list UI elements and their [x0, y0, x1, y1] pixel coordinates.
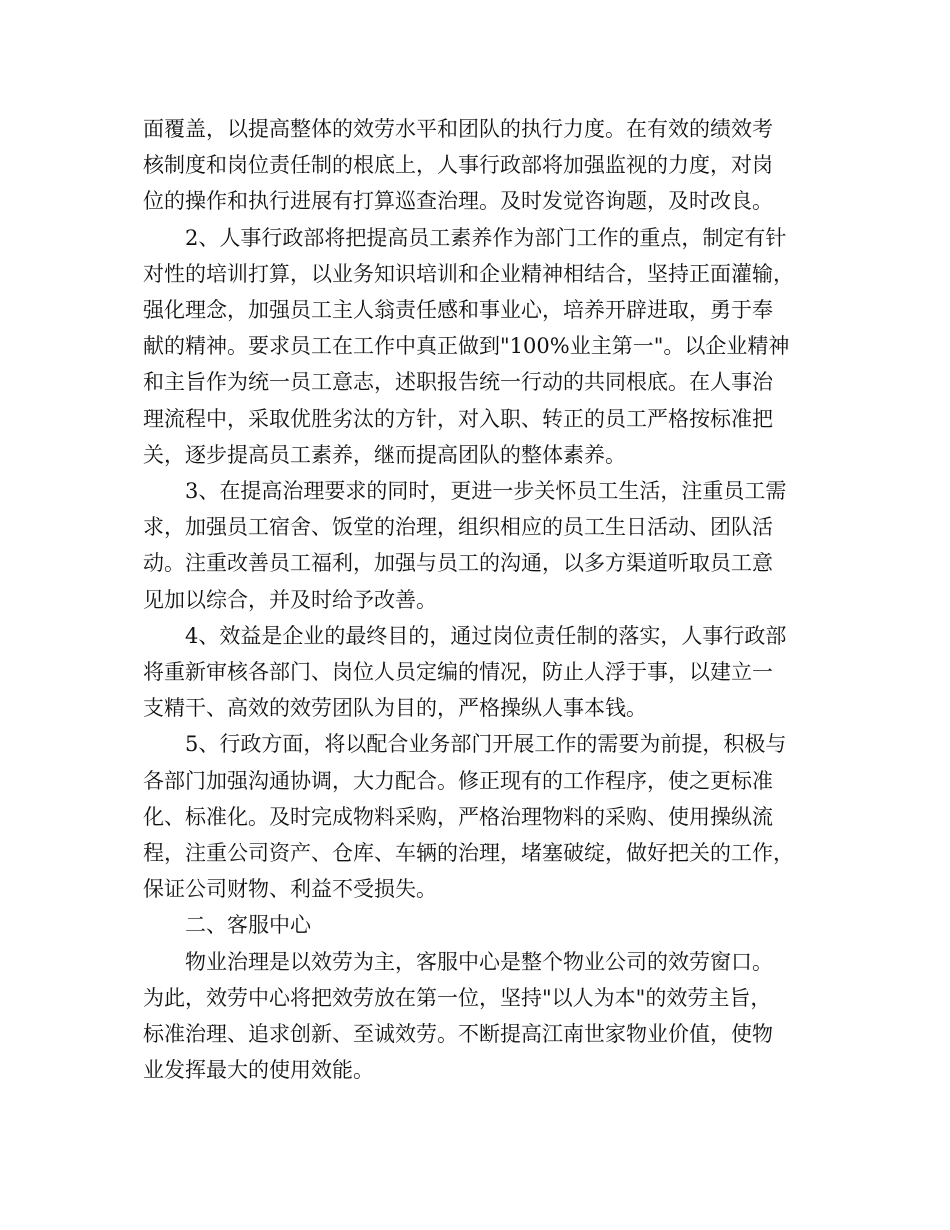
text-line: 理流程中，采取优胜劣汰的方针，对入职、转正的员工严格按标准把: [143, 406, 773, 431]
text-line: 支精干、高效的效劳团队为目的，严格操纵人事本钱。: [143, 696, 647, 721]
text-line: 业发挥最大的使用效能。: [143, 1058, 374, 1083]
text-line: 动。注重改善员工福利，加强与员工的沟通，以多方渠道听取员工意: [143, 551, 773, 576]
text-line: 将重新审核各部门、岗位人员定编的情况，防止人浮于事，以建立一: [143, 660, 773, 685]
text-line: 2、人事行政部将把提高员工素养作为部门工作的重点，制定有针: [185, 225, 787, 250]
text-line: 核制度和岗位责任制的根底上，人事行政部将加强监视的力度，对岗: [143, 153, 773, 178]
document-body: [143, 111, 818, 1088]
text-line: 面覆盖，以提高整体的效劳水平和团队的执行力度。在有效的绩效考: [143, 117, 773, 141]
text-line: 化、标准化。及时完成物料采购，严格治理物料的采购、使用操纵流: [143, 804, 773, 829]
text-line: 强化理念，加强员工主人翁责任感和事业心，培养开辟进取，勇于奉: [143, 298, 773, 323]
text-line: 保证公司财物、利益不受损失。: [143, 877, 437, 902]
text-line: 献的精神。要求员工在工作中真正做到"100%业主第一"。以企业精神: [143, 334, 790, 359]
text-line: 标准治理、追求创新、至诚效劳。不断提高江南世家物业价值，使物: [143, 1022, 773, 1047]
text-line: 为此，效劳中心将把效劳放在第一位，坚持"以人为本"的效劳主旨，: [143, 985, 772, 1010]
text-line: 物业治理是以效劳为主，客服中心是整个物业公司的效劳窗口。: [185, 949, 773, 974]
text-line: 见加以综合，并及时给予改善。: [143, 587, 437, 612]
text-line: 4、效益是企业的最终目的，通过岗位责任制的落实，人事行政部: [185, 623, 787, 648]
text-line: 求，加强员工宿舍、饭堂的治理，组织相应的员工生日活动、团队活: [143, 515, 773, 540]
text-line: 二、客服中心: [185, 913, 311, 938]
text-line: 对性的培训打算，以业务知识培训和企业精神相结合，坚持正面灌输，: [143, 261, 794, 286]
text-line: 位的操作和执行进展有打算巡查治理。及时发觉咨询题，及时改良。: [143, 189, 773, 214]
text-line: 3、在提高治理要求的同时，更进一步关怀员工生活，注重员工需: [185, 479, 787, 504]
text-line: 关，逐步提高员工素养，继而提高团队的整体素养。: [143, 442, 626, 467]
text-line: 程，注重公司资产、仓库、车辆的治理，堵塞破绽，做好把关的工作，: [143, 841, 794, 866]
text-line: 5、行政方面，将以配合业务部门开展工作的需要为前提，积极与: [185, 732, 787, 757]
text-line: 各部门加强沟通协调，大力配合。修正现有的工作程序，使之更标准: [143, 768, 773, 793]
text-line: 和主旨作为统一员工意志，述职报告统一行动的共同根底。在人事治: [143, 370, 773, 395]
